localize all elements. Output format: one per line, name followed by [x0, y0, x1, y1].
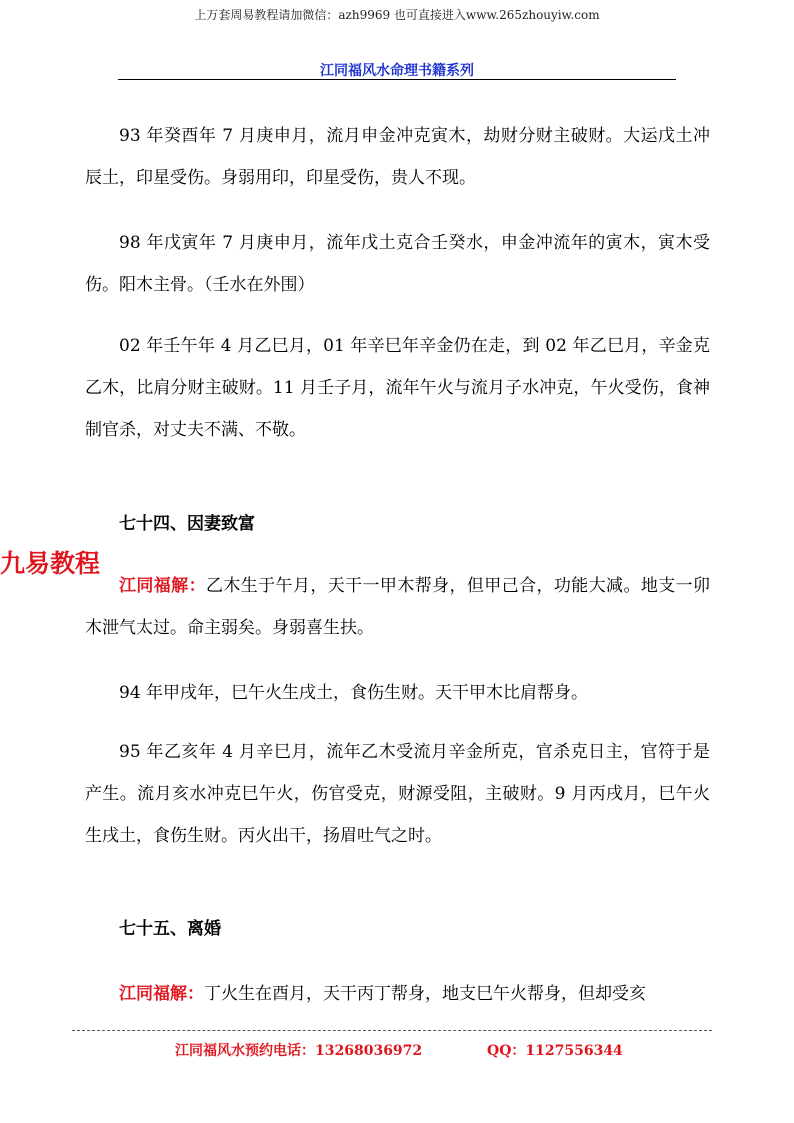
footer-rule [72, 1030, 712, 1031]
paragraph-1994: 94 年甲戌年，巳午火生戌土，食伤生财。天干甲木比肩帮身。 [119, 683, 589, 703]
paragraph-1993: 93 年癸酉年 7 月庚申月，流月申金冲克寅木，劫财分财主破财。大运戊土冲辰土，印星受伤。身弱用印，印星受伤，贵人不现。 [85, 126, 710, 188]
paragraph-2002: 02 年壬午年 4 月乙巳月，01 年辛巳年辛金仍在走，到 02 年乙巳月，辛金克乙木，比肩分财主破财。11 月壬子月，流年午火与流月子水冲克，午火受伤，食神制官杀，对丈夫不满、不敬。 [85, 336, 710, 440]
analysis-label: 江同福解： [119, 984, 204, 1004]
analysis-label: 江同福解： [119, 576, 206, 596]
section-heading-74: 七十四、因妻致富 [119, 514, 255, 534]
paragraph-analysis-74 [85, 565, 710, 649]
analysis-text: 乙木生于午月，天干一甲木帮身，但甲己合，功能大减。地支一卯木泄气太过。命主弱矣。身弱喜生扶。 [85, 576, 711, 638]
page-header-title: 江同福风水命理书籍系列 [320, 63, 474, 79]
analysis-text: 丁火生在酉月，天干丙丁帮身，地支巳午火帮身，但却受亥 [204, 984, 646, 1004]
footer-phone: 江同福风水预约电话：13268036972 [175, 1043, 423, 1059]
paragraph-1995: 95 年乙亥年 4 月辛巳月，流年乙木受流月辛金所克，官杀克日主，官符于是产生。流月亥水冲克巳午火，伤官受克，财源受阻，主破财。9 月丙戌月，巳午火生戌土，食伤生财。丙火出干，扬眉吐气之时。 [85, 742, 710, 846]
paragraph-1998: 98 年戊寅年 7 月庚申月，流年戊土克合壬癸水，申金冲流年的寅木，寅木受伤。阳木主骨。（壬水在外围） [85, 233, 710, 295]
top-promo-note: 上万套周易教程请加微信：azh9969 也可直接进入www.265zhouyiw.com [194, 8, 600, 22]
watermark-logo: 九易教程 [0, 549, 101, 578]
footer-qq: QQ：1127556344 [487, 1043, 623, 1059]
paragraph-analysis-75 [85, 973, 710, 1015]
header-rule [118, 79, 676, 80]
section-heading-75: 七十五、离婚 [119, 919, 221, 939]
